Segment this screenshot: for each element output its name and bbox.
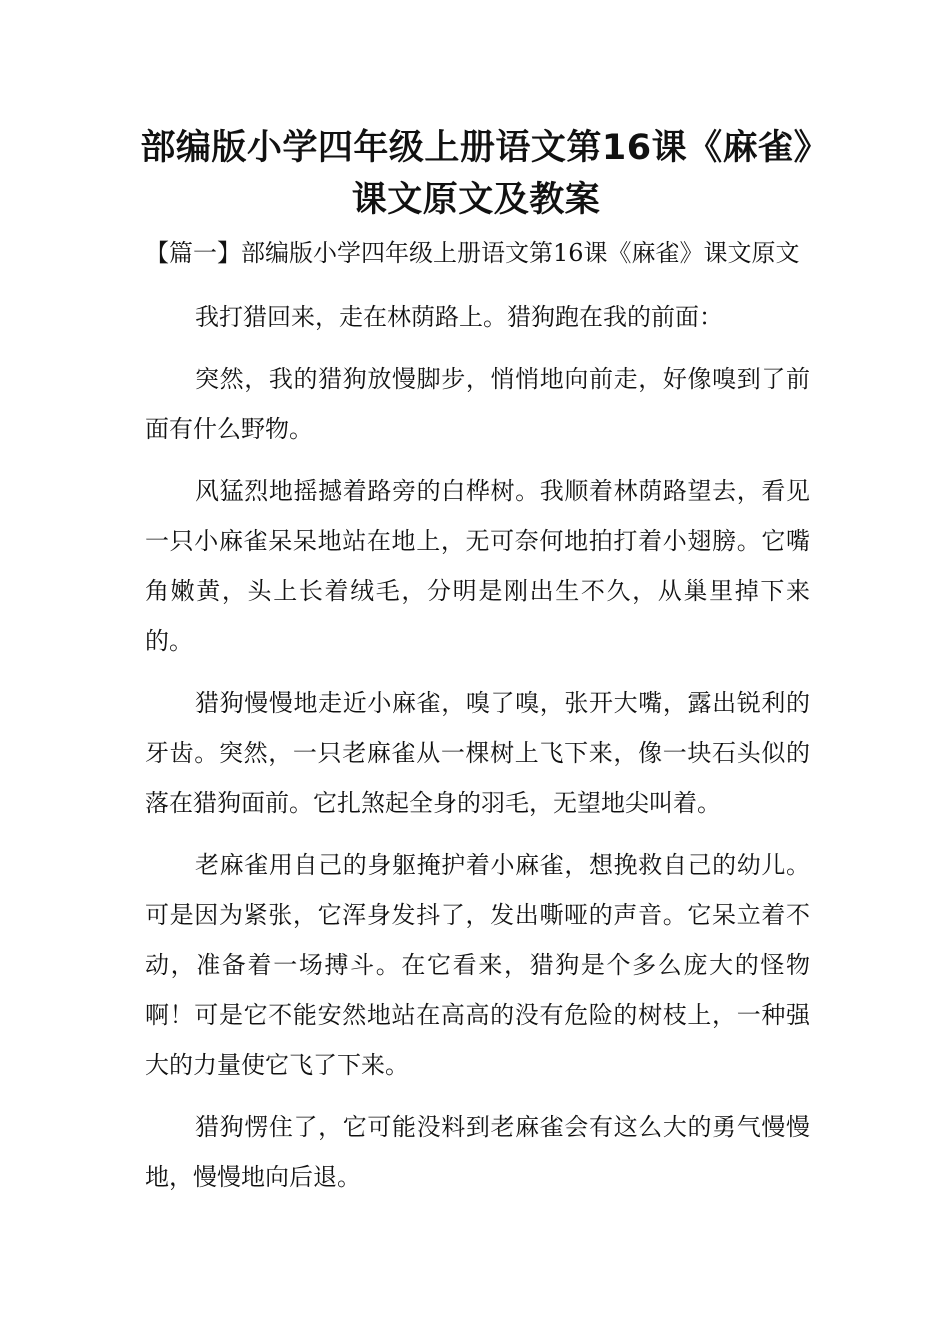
paragraph: 猎狗慢慢地走近小麻雀，嗅了嗅，张开大嘴，露出锐利的牙齿。突然，一只老麻雀从一棵树上飞下来，像一块石头似的落在猎狗面前。它扎煞起全身的羽毛，无望地尖叫着。 (145, 689, 810, 817)
paragraph: 老麻雀用自己的身躯掩护着小麻雀，想挽救自己的幼儿。可是因为紧张，它浑身发抖了，发出嘶哑的声音。它呆立着不动，准备着一场搏斗。在它看来，猎狗是个多么庞大的怪物啊！可是它不能安然地站在高高的没有危险的树枝上，一种强大的力量使它飞了下来。 (145, 851, 810, 1079)
section-heading: 【篇一】部编版小学四年级上册语文第16课《麻雀》课文原文 (145, 239, 800, 267)
paragraph: 我打猎回来，走在林荫路上。猎狗跑在我的前面： (195, 303, 723, 331)
paragraph: 风猛烈地摇撼着路旁的白桦树。我顺着林荫路望去，看见一只小麻雀呆呆地站在地上，无可奈何地拍打着小翅膀。它嘴角嫩黄，头上长着绒毛，分明是刚出生不久，从巢里掉下来的。 (145, 477, 810, 655)
paragraph: 猎狗愣住了，它可能没料到老麻雀会有这么大的勇气慢慢地，慢慢地向后退。 (145, 1113, 810, 1191)
paragraph: 突然，我的猎狗放慢脚步，悄悄地向前走，好像嗅到了前面有什么野物。 (145, 365, 810, 443)
document-title: 部编版小学四年级上册语文第16课《麻雀》课文原文及教案 (140, 128, 812, 220)
lesson-text-section (145, 228, 810, 1214)
